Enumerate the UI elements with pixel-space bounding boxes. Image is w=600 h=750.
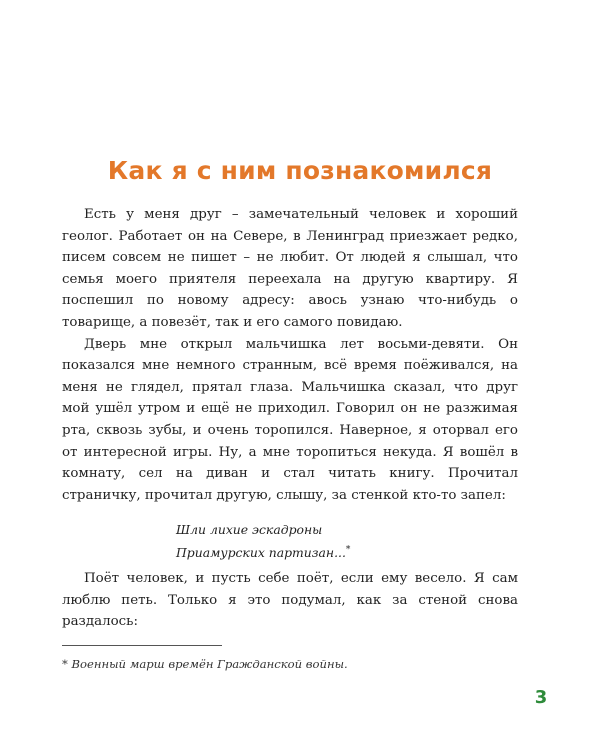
paragraph-3: Поёт человек, и пусть себе поёт, если ему весело. Я сам люблю петь. Только я это подумал, как за стеной снова раздалось: [62, 571, 518, 630]
footnote: * Военный марш времён Гражданской войны. [62, 657, 348, 671]
footnote-divider [62, 645, 222, 646]
chapter-title: Как я с ним познакомился [107, 156, 493, 185]
verse-line-2 [176, 540, 476, 563]
verse-line-1: Шли лихие эскадроны [176, 522, 323, 537]
verse-line-2-text: Приамурских партизан... [176, 545, 346, 561]
song-verse [176, 520, 476, 563]
paragraph-2: Дверь мне открыл мальчишка лет восьми-девяти. Он показался мне немного странным, всё время поёживался, на меня не глядел, прятал глаза. Мальчишка сказал, что друг мой ушёл утром и ещё не приходил. Говорил он не разжимая рта, сквозь зубы, и очень торопился. Наверное, я оторвал его от интересной игры. Ну, а мне торопиться некуда. Я вошёл в комнату, сел на диван и стал читать книгу. Прочитал страничку, прочитал другую, слышу, за стенкой кто-то запел: [62, 336, 518, 503]
main-text-continued [62, 568, 518, 633]
main-text [62, 204, 518, 506]
paragraph-1: Есть у меня друг – замечательный человек и хороший геолог. Работает он на Севере, в Ленинград приезжает редко, писем совсем не пишет – не любит. От людей я слышал, что семья моего приятеля переехала на другую квартиру. Я поспешил по новому адресу: авось узнаю что-нибудь о товарище, а повезёт, так и его самого повидаю. [62, 207, 518, 330]
footnote-mark: * [345, 545, 351, 555]
page-number: 3 [534, 687, 548, 708]
